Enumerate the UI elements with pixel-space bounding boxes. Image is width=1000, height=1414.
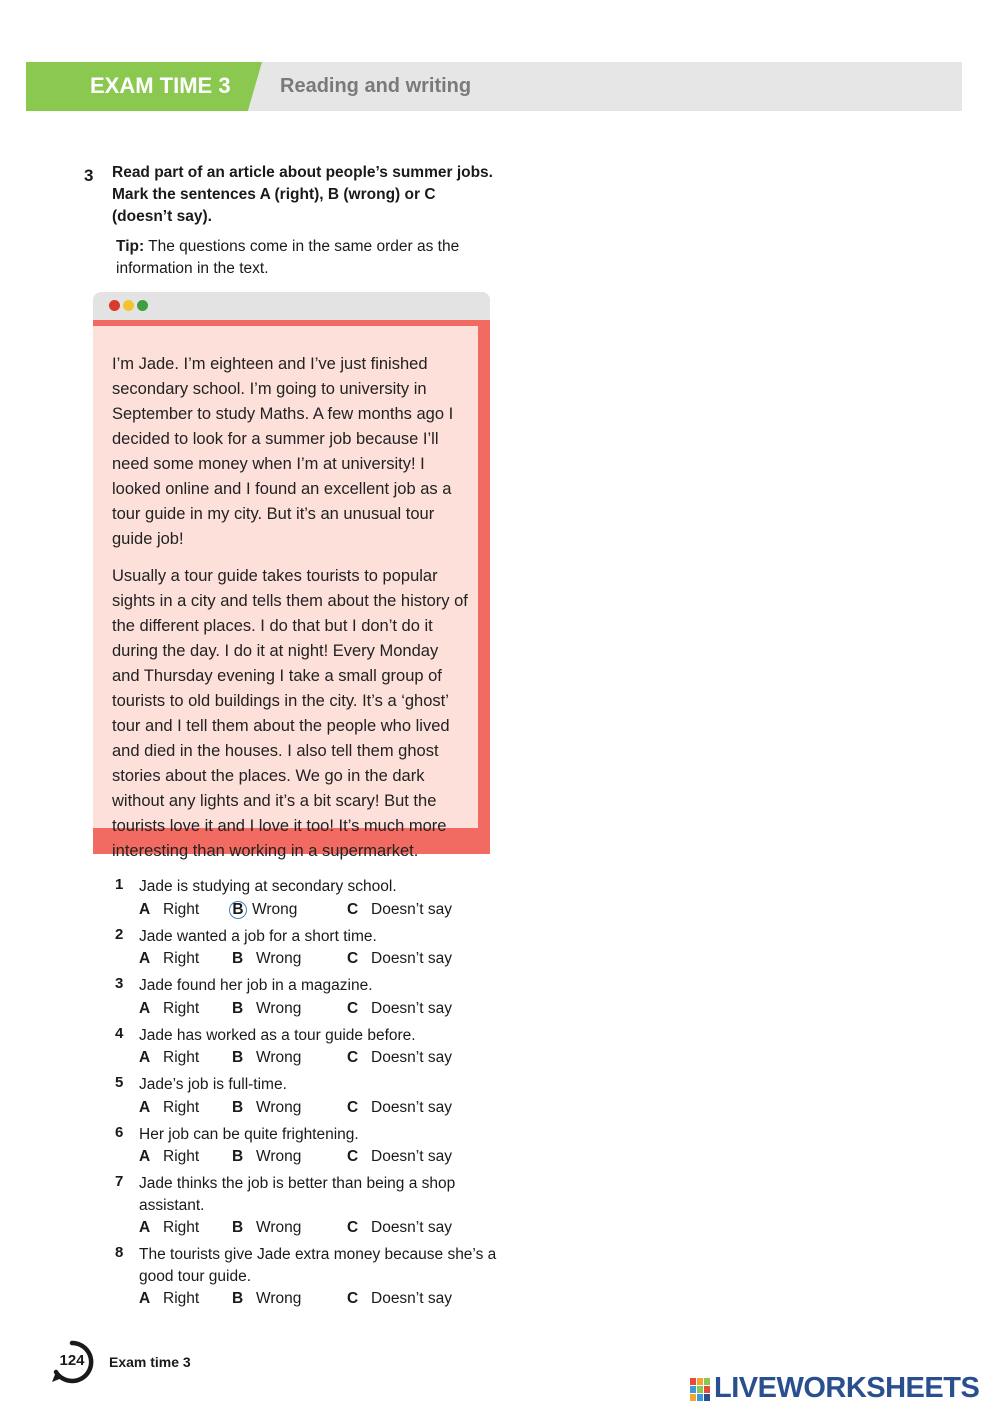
question-number: 3 <box>115 975 124 992</box>
option-label: Doesn’t say <box>371 900 452 918</box>
option-b[interactable] <box>232 1049 301 1067</box>
option-c[interactable] <box>347 1148 452 1166</box>
question-text: Jade’s job is full-time. <box>139 1076 287 1093</box>
question-number: 1 <box>115 876 124 893</box>
question-text: Jade has worked as a tour guide before. <box>139 1026 416 1044</box>
option-label: Right <box>163 999 200 1017</box>
exercise-instruction: Read part of an article about people’s summer jobs. Mark the sentences A (right), B (wrong) or C (doesn’t say). <box>112 164 493 225</box>
question-text: Her job can be quite frightening. <box>139 1125 359 1143</box>
answer-options <box>139 1145 512 1171</box>
option-label: Right <box>163 1219 200 1236</box>
answer-options <box>139 1096 512 1122</box>
tip-label: Tip: <box>116 238 145 255</box>
question-item <box>112 973 512 1023</box>
option-c[interactable] <box>347 950 452 968</box>
article-paragraph: Usually a tour guide takes tourists to popular sights in a city and tells them about the history of the different places. I do that but I don’t do it during the day. I do it at night! Every Monday and Thursday evening I take a small group of tourists to old buildings in the city. It’s a ‘ghost’ tour and I tell them about the people who lived and died in the houses. I also tell them ghost stories about the places. We go in the dark without any lights and it’s a bit scary! But the tourists love it and I love it too! It’s much more interesting than working in a supermarket. <box>112 567 468 860</box>
footer-label: Exam time 3 <box>109 1354 191 1370</box>
answer-options <box>139 1287 512 1313</box>
article-frame <box>93 320 490 860</box>
option-a[interactable] <box>139 1290 199 1308</box>
close-dot-icon <box>109 300 120 311</box>
option-label: Wrong <box>256 1148 302 1165</box>
page-number: 124 <box>59 1352 85 1369</box>
option-letter[interactable]: A <box>139 1049 151 1066</box>
question-number: 6 <box>115 1123 124 1141</box>
option-label: Wrong <box>252 900 298 918</box>
option-c[interactable] <box>347 1219 452 1237</box>
option-label: Wrong <box>256 1098 302 1116</box>
header-subtitle: Reading and writing <box>280 75 472 97</box>
question-text: Jade thinks the job is better than being a shop assistant. <box>139 1175 456 1214</box>
option-a[interactable] <box>139 1148 199 1166</box>
brand-name: LIVEWORKSHEETS <box>714 1372 980 1404</box>
option-label: Wrong <box>256 950 302 967</box>
question-number: 2 <box>115 925 124 943</box>
option-a[interactable] <box>139 1219 199 1237</box>
option-letter[interactable]: C <box>347 1049 359 1066</box>
tip-text: The questions come in the same order as the information in the text. <box>116 238 460 277</box>
option-letter[interactable]: A <box>139 1098 151 1116</box>
option-a[interactable] <box>139 901 199 919</box>
option-letter[interactable]: C <box>347 900 359 918</box>
option-a[interactable] <box>139 1000 199 1018</box>
option-b[interactable] <box>232 1148 301 1166</box>
option-label: Doesn’t say <box>371 1148 452 1165</box>
option-label: Wrong <box>256 1290 302 1307</box>
option-letter[interactable]: B <box>232 950 244 967</box>
option-label: Right <box>163 900 200 918</box>
answer-options <box>139 898 512 924</box>
option-letter[interactable]: B <box>232 1049 244 1066</box>
header-bar <box>26 62 962 111</box>
maximize-dot-icon <box>137 300 148 311</box>
question-text: Jade is studying at secondary school. <box>139 878 397 895</box>
option-b[interactable] <box>232 1290 301 1308</box>
answer-options <box>139 1216 512 1242</box>
option-b[interactable] <box>232 950 301 968</box>
article-window <box>93 292 490 860</box>
option-letter[interactable]: A <box>139 950 151 967</box>
option-b[interactable] <box>232 1099 301 1117</box>
option-letter[interactable]: B <box>232 1290 244 1307</box>
question-item <box>112 1023 512 1073</box>
option-c[interactable] <box>347 901 452 919</box>
option-label: Right <box>163 950 200 967</box>
exercise-tip <box>116 236 486 280</box>
option-letter[interactable]: A <box>139 1219 151 1236</box>
question-text: Jade wanted a job for a short time. <box>139 927 377 945</box>
option-label: Doesn’t say <box>371 1049 452 1066</box>
option-letter[interactable]: C <box>347 999 359 1017</box>
option-letter[interactable]: B <box>232 999 244 1017</box>
option-label: Wrong <box>256 999 302 1017</box>
article-paragraph: I’m Jade. I’m eighteen and I’ve just finished secondary school. I’m going to university in September to study Maths. A few months ago I decided to look for a summer job because I’ll need some money when I’m at university! I looked online and I found an excellent job as a tour guide in my city. But it’s an unusual tour guide job! <box>112 355 454 548</box>
article-panel <box>93 326 478 860</box>
option-a[interactable] <box>139 1099 199 1117</box>
header-title: EXAM TIME 3 <box>90 73 231 98</box>
option-letter[interactable]: B <box>232 1148 244 1165</box>
question-item <box>112 1171 512 1242</box>
question-item <box>112 1072 512 1122</box>
option-letter[interactable]: C <box>347 1290 359 1307</box>
option-c[interactable] <box>347 1099 452 1117</box>
minimize-dot-icon <box>123 300 134 311</box>
option-letter[interactable]: A <box>139 1148 151 1165</box>
question-text: Jade found her job in a magazine. <box>139 977 373 994</box>
option-c[interactable] <box>347 1049 452 1067</box>
option-letter[interactable]: B <box>232 1219 244 1236</box>
option-label: Wrong <box>256 1049 302 1066</box>
option-letter[interactable]: C <box>347 1098 359 1116</box>
option-a[interactable] <box>139 1049 199 1067</box>
answer-options <box>139 947 512 973</box>
exercise-number: 3 <box>84 166 94 185</box>
question-number: 5 <box>115 1074 124 1091</box>
question-text: The tourists give Jade extra money because she’s a good tour guide. <box>139 1246 497 1285</box>
option-b[interactable] <box>232 1000 301 1018</box>
option-letter[interactable]: C <box>347 950 359 967</box>
question-number: 7 <box>115 1173 124 1190</box>
option-label: Doesn’t say <box>371 1098 452 1116</box>
option-label: Right <box>163 1098 200 1116</box>
option-label: Wrong <box>256 1219 302 1236</box>
question-list <box>112 874 512 1313</box>
answer-options <box>139 1046 512 1072</box>
option-letter[interactable]: C <box>347 1148 359 1165</box>
option-label: Right <box>163 1049 200 1066</box>
question-item <box>112 874 512 924</box>
option-label: Doesn’t say <box>371 999 452 1017</box>
window-titlebar <box>93 292 490 320</box>
question-number: 8 <box>115 1244 124 1261</box>
option-c[interactable] <box>347 1000 452 1018</box>
option-label: Right <box>163 1148 200 1165</box>
option-letter[interactable]: A <box>139 1290 151 1307</box>
option-label: Doesn’t say <box>371 950 452 967</box>
question-item <box>112 1242 512 1313</box>
option-letter[interactable]: A <box>139 900 151 918</box>
option-letter[interactable]: C <box>347 1219 359 1236</box>
option-c[interactable] <box>347 1290 452 1308</box>
option-b[interactable] <box>232 1219 301 1237</box>
question-item <box>112 924 512 974</box>
option-label: Doesn’t say <box>371 1290 452 1307</box>
question-item <box>112 1122 512 1172</box>
option-label: Right <box>163 1290 200 1307</box>
option-letter[interactable]: A <box>139 999 151 1017</box>
option-a[interactable] <box>139 950 199 968</box>
answer-options <box>139 997 512 1023</box>
selected-option-letter[interactable]: B <box>229 901 247 919</box>
question-number: 4 <box>115 1024 124 1042</box>
option-b[interactable] <box>232 901 297 919</box>
liveworksheets-logo-icon <box>690 1378 712 1402</box>
article-text <box>112 352 470 876</box>
option-letter[interactable]: B <box>232 1098 244 1116</box>
option-label: Doesn’t say <box>371 1219 452 1236</box>
